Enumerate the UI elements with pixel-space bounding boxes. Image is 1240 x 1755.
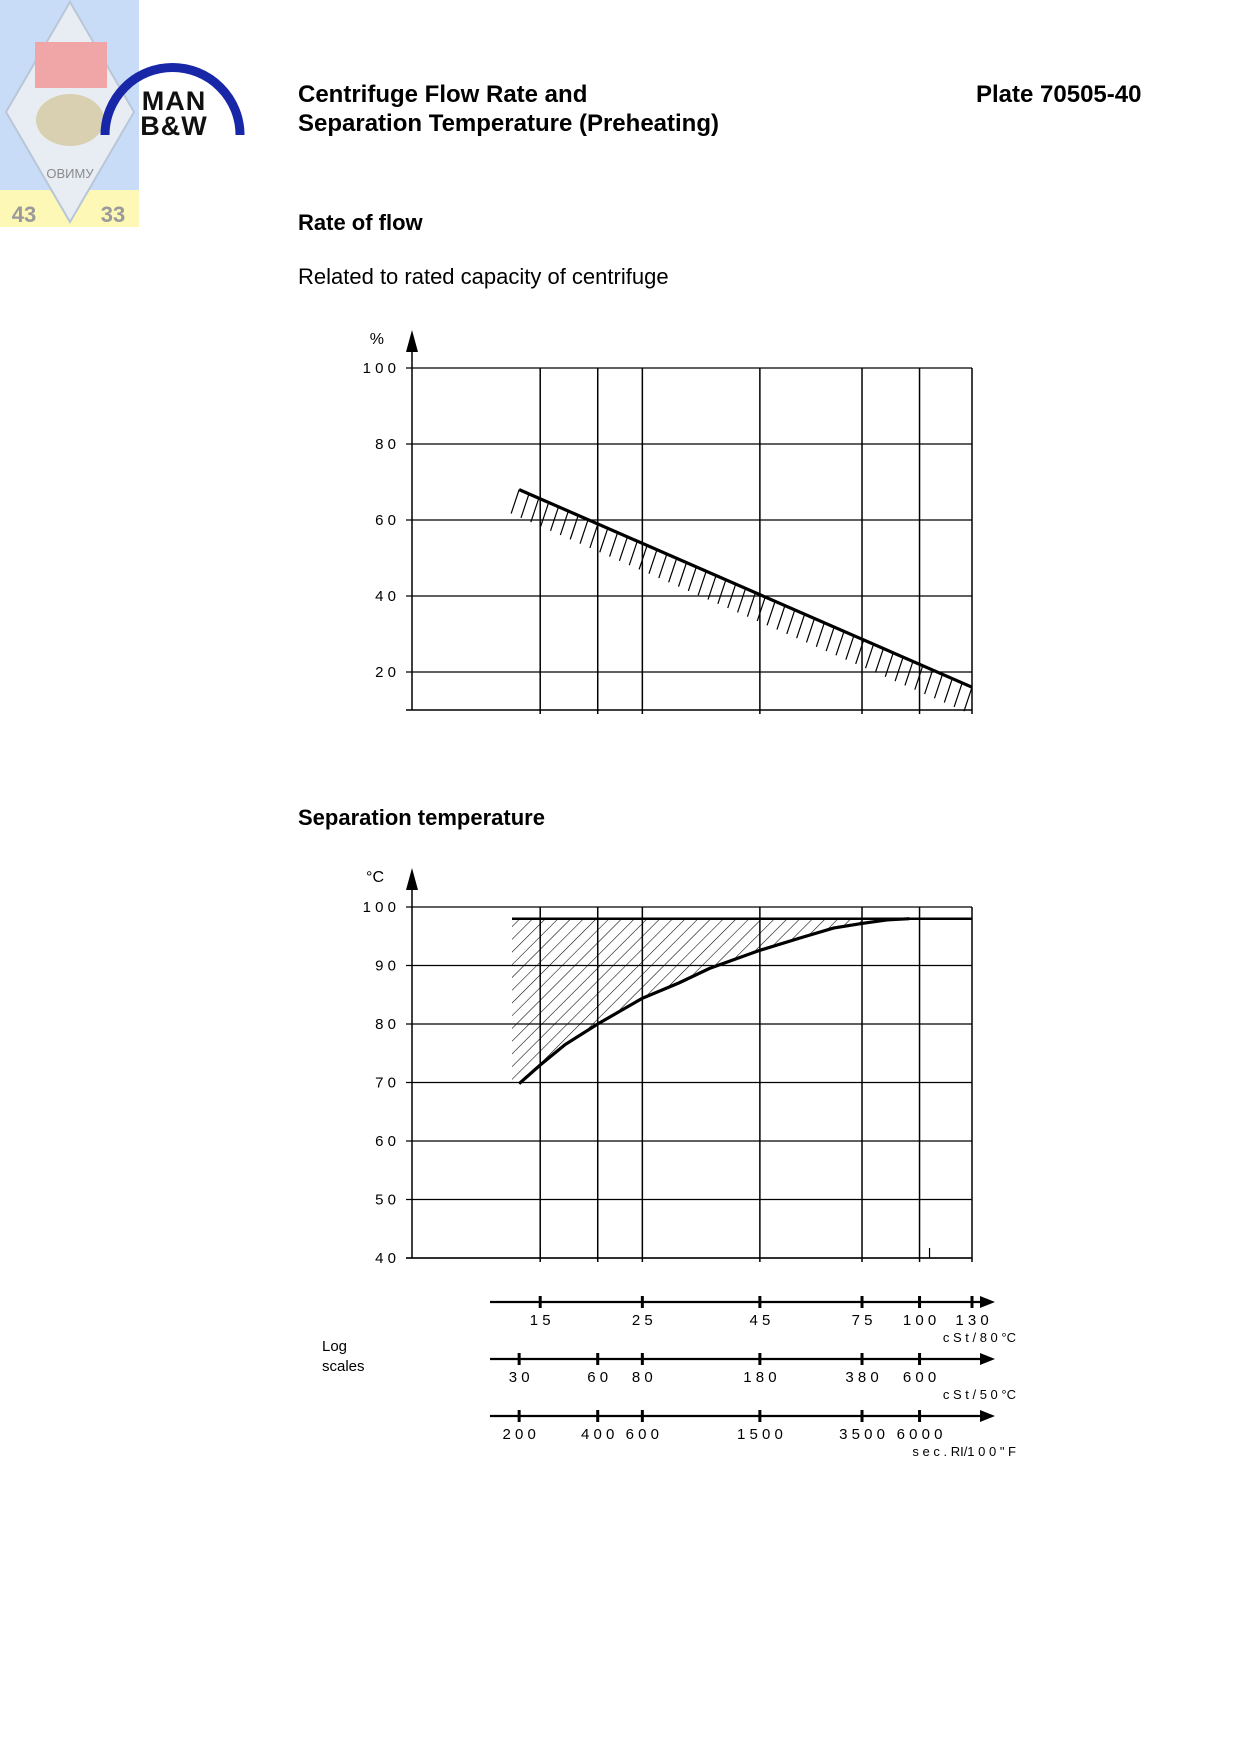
hatch-mark <box>560 511 568 535</box>
plate-number: Plate 70505-40 <box>976 81 1142 108</box>
hatch-mark <box>610 533 618 557</box>
hatch-mark <box>600 528 608 552</box>
log-scale-tick-label: 6 0 0 0 <box>896 1426 943 1443</box>
log-scale-unit: c S t / 8 0 °C <box>942 1330 1016 1345</box>
hatched-region <box>512 919 909 1084</box>
temperature-chart <box>363 868 972 1267</box>
log-scale-tick-label: 8 0 <box>631 1369 653 1386</box>
log-scale-tick-label: 1 5 0 0 <box>736 1426 783 1443</box>
hatch-mark <box>698 571 706 595</box>
hatch-mark <box>885 653 893 677</box>
hatch-mark <box>757 597 765 621</box>
hatch-mark <box>669 558 677 582</box>
y-tick-label: 6 0 <box>375 1133 396 1150</box>
hatch-mark <box>619 537 627 561</box>
hatch-mark <box>718 580 726 604</box>
flow-chart <box>363 330 972 714</box>
hatch-mark <box>934 674 942 698</box>
hatch-mark <box>866 644 874 668</box>
y-tick-label: 8 0 <box>375 436 396 453</box>
y-tick-label: 5 0 <box>375 1191 396 1209</box>
title-line-2: Separation Temperature (Preheating) <box>298 110 719 137</box>
log-scale-arrow <box>980 1296 995 1308</box>
y-tick-label: 1 0 0 <box>362 360 396 377</box>
hatch-mark <box>895 657 903 681</box>
log-scale-tick-label: 1 0 0 <box>902 1312 937 1329</box>
y-tick-label: 4 0 <box>375 1250 396 1267</box>
stamp-number-right: 33 <box>100 202 126 227</box>
log-scale-tick-label: 4 0 0 <box>581 1426 615 1443</box>
flow-heading: Rate of flow <box>298 210 423 235</box>
hatch-mark <box>639 545 647 569</box>
logo-text-man: MAN <box>141 86 207 116</box>
log-scale-tick-label: 2 0 0 <box>502 1426 536 1443</box>
hatch-mark <box>964 687 972 711</box>
y-axis-unit: % <box>369 331 384 348</box>
y-tick-label: 4 0 <box>375 588 396 605</box>
hatch-mark <box>954 683 962 707</box>
log-scales <box>490 1296 1016 1459</box>
title-line-1: Centrifuge Flow Rate and <box>298 81 588 108</box>
hatch-mark <box>925 670 933 694</box>
hatch-mark <box>836 631 844 655</box>
hatch-mark <box>826 627 834 651</box>
hatch-mark <box>511 490 519 514</box>
log-scale-tick-label: 1 5 <box>529 1312 551 1329</box>
log-scale-tick-label: 6 0 0 <box>902 1369 937 1386</box>
log-scale-tick-label: 3 0 <box>508 1369 530 1386</box>
hatch-mark <box>767 601 775 625</box>
log-scale-unit: s e c . RI/1 0 0 " F <box>912 1444 1016 1459</box>
flow-rate-line <box>519 490 972 688</box>
hatch-mark <box>679 563 687 587</box>
y-tick-label: 7 0 <box>375 1074 396 1092</box>
hatch-mark <box>688 567 696 591</box>
log-scale-tick-label: 2 5 <box>631 1312 653 1329</box>
log-scale-tick-label: 6 0 0 <box>625 1426 660 1443</box>
hatch-mark <box>531 498 539 522</box>
hatch-mark <box>629 541 637 565</box>
hatch-mark <box>738 588 746 612</box>
log-scale-arrow <box>980 1410 995 1422</box>
hatch-mark <box>787 610 795 634</box>
hatch-mark <box>875 649 883 673</box>
hatch-mark <box>816 623 824 647</box>
hatch-mark <box>846 636 854 660</box>
hatch-mark <box>551 507 559 531</box>
y-tick-label: 8 0 <box>375 1016 396 1033</box>
log-scale-tick-label: 1 3 0 <box>955 1312 989 1329</box>
stamp-text: ОВИМУ <box>46 166 94 181</box>
hatch-mark <box>944 679 952 703</box>
hatch-mark <box>797 614 805 638</box>
y-tick-label: 1 0 0 <box>362 899 396 916</box>
hatch-mark <box>580 520 588 544</box>
y-axis-arrow <box>406 868 418 890</box>
hatch-mark <box>915 666 923 690</box>
y-tick-label: 2 0 <box>375 664 396 681</box>
temp-heading: Separation temperature <box>298 805 545 830</box>
log-scale-tick-label: 1 8 0 <box>743 1369 777 1386</box>
y-tick-label: 6 0 <box>375 512 396 529</box>
hatch-mark <box>570 515 578 539</box>
stamp-number-left: 43 <box>11 202 37 227</box>
log-scale-tick-label: 3 8 0 <box>845 1369 879 1386</box>
log-label-line-2: scales <box>322 1358 365 1375</box>
log-label-line-1: Log <box>322 1338 348 1355</box>
flow-subtitle: Related to rated capacity of centrifuge <box>298 264 669 289</box>
hatch-mark <box>541 502 549 526</box>
y-axis-unit: °C <box>366 869 384 886</box>
log-scale-tick-label: 3 5 0 0 <box>839 1426 885 1443</box>
log-scale-tick-label: 4 5 <box>749 1312 771 1329</box>
logo-text-bw: B&W <box>140 111 208 141</box>
hatch-mark <box>521 494 529 518</box>
log-scale-unit: c S t / 5 0 °C <box>942 1387 1016 1402</box>
hatch-mark <box>659 554 667 578</box>
y-tick-label: 9 0 <box>375 957 396 975</box>
y-axis-arrow <box>406 330 418 352</box>
log-scale-arrow <box>980 1353 995 1365</box>
hatch-mark <box>806 618 814 642</box>
hatch-mark <box>777 606 785 630</box>
hatch-mark <box>649 550 657 574</box>
log-scale-tick-label: 7 5 <box>851 1312 873 1329</box>
hatch-mark <box>590 524 598 548</box>
hatch-mark <box>905 661 913 685</box>
log-scale-tick-label: 6 0 <box>587 1369 609 1386</box>
